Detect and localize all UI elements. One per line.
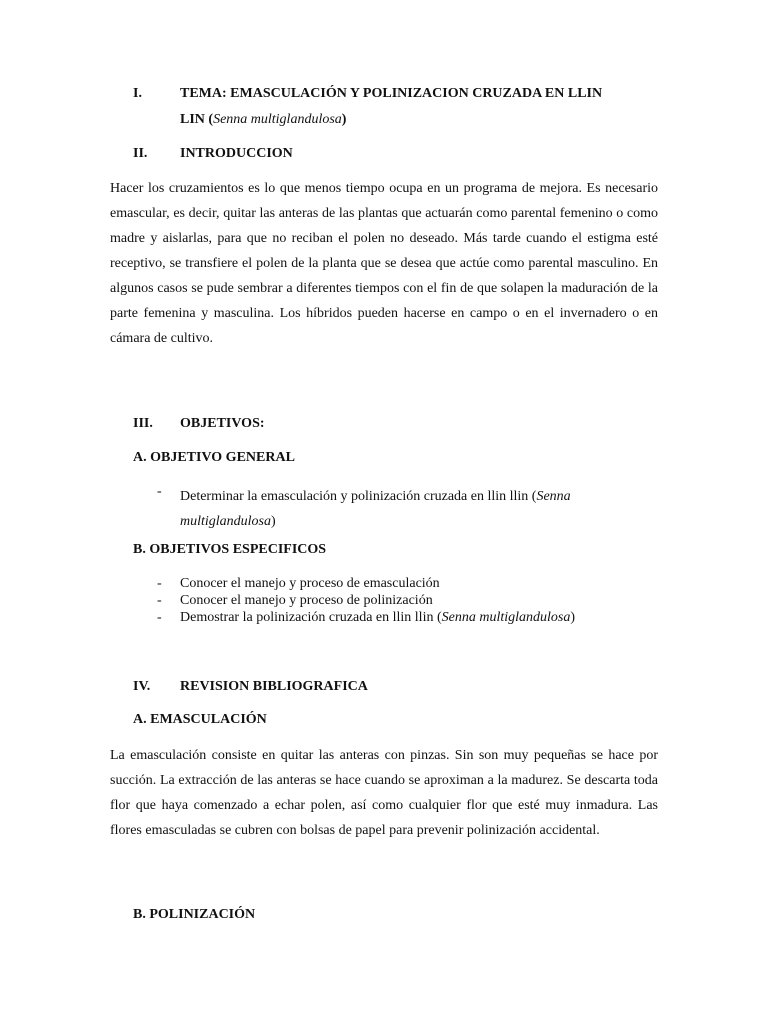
section-number-4: IV. [133,679,151,694]
objetivo-especifico-item: Conocer el manejo y proceso de emasculación [180,576,440,591]
section-number-1: I. [133,86,142,101]
section-title-introduccion: INTRODUCCION [180,146,293,161]
subheading-polinizacion: B. POLINIZACIÓN [133,907,256,922]
section-title-objetivos: OBJETIVOS: [180,416,265,431]
objetivo-especifico-item: Demostrar la polinización cruzada en llin llin (Senna multiglandulosa) [180,610,576,625]
section-title-1-line1: TEMA: EMASCULACIÓN Y POLINIZACION CRUZADA EN LLIN [180,86,603,101]
bullet-dash: - [157,484,162,499]
subheading-objetivos-especificos: B. OBJETIVOS ESPECIFICOS [133,542,327,557]
bullet-dash: - [157,593,162,608]
subheading-emasculacion: A. EMASCULACIÓN [133,712,267,727]
section-title-revision: REVISION BIBLIOGRAFICA [180,679,368,694]
section-title-1-line2: LIN (Senna multiglandulosa) [180,112,347,127]
section-number-2: II. [133,146,148,161]
bullet-dash: - [157,610,162,625]
emasculacion-paragraph: La emasculación consiste en quitar las anteras con pinzas. Sin son muy pequeñas se hace por succión. La extracción de las anteras se hace cuando se aproximan a la madurez. Se descarta toda flor que haya comenzado a echar polen, así como cualquier flor que esté muy inmadura. Las flores emasculadas se cubren con bolsas de papel para prevenir polinización accidental. [110,748,658,838]
introduccion-paragraph: Hacer los cruzamientos es lo que menos tiempo ocupa en un programa de mejora. Es necesario emascular, es decir, quitar las anteras de las plantas que actuarán como parental femenino o como madre y aislarlas, para que no reciban el polen no deseado. Más tarde cuando el estigma esté receptivo, se transfiere el polen de la planta que se desea que actúe como parental masculino. En algunos casos se pude sembrar a diferentes tiempos con el fin de que solapen la maduración de la parte femenina y masculina. Los híbridos pueden hacerse en campo o en el invernadero o en cámara de cultivo. [110,181,658,346]
species-name: Senna multiglandulosa [213,112,342,127]
objetivo-general-text: Determinar la emasculación y polinización cruzada en llin llin (Senna multiglandulosa) [180,489,571,529]
subheading-objetivo-general: A. OBJETIVO GENERAL [133,450,295,465]
objetivo-especifico-item: Conocer el manejo y proceso de polinización [180,593,433,608]
bullet-dash: - [157,576,162,591]
section-number-3: III. [133,416,153,431]
